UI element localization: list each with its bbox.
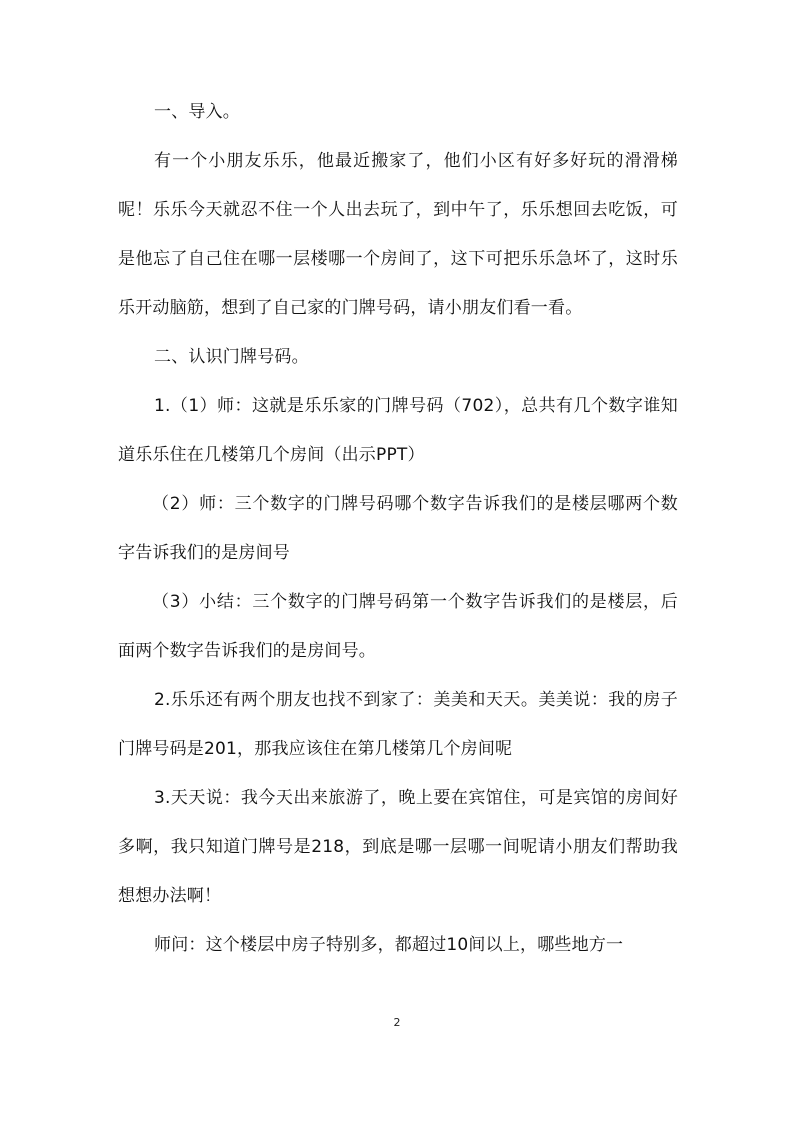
paragraph-item-1-1: 1.（1）师：这就是乐乐家的门牌号码（702），总共有几个数字谁知道乐乐住在几楼第几个房间（出示PPT） (118, 396, 678, 465)
paragraph-item-1-2: （2）师：三个数字的门牌号码哪个数字告诉我们的是楼层哪两个数字告诉我们的是房间号 (118, 494, 678, 563)
page-number: 2 (393, 1016, 401, 1029)
section-heading-intro: 一、导入。 (154, 102, 240, 122)
paragraph-teacher-question: 师问：这个楼层中房子特别多，都超过10间以上，哪些地方一 (154, 935, 624, 955)
paragraph-item-2: 2.乐乐还有两个朋友也找不到家了：美美和天天。美美说：我的房子门牌号码是201，那我应该住在第几楼第几个房间呢 (118, 690, 678, 759)
paragraph-item-1-3: （3）小结：三个数字的门牌号码第一个数字告诉我们的是楼层，后面两个数字告诉我们的是房间号。 (118, 592, 678, 661)
section-heading-door-numbers: 二、认识门牌号码。 (154, 347, 309, 367)
paragraph-story: 有一个小朋友乐乐，他最近搬家了，他们小区有好多好玩的滑滑梯呢！乐乐今天就忍不住一个人出去玩了，到中午了，乐乐想回去吃饭，可是他忘了自己住在哪一层楼哪一个房间了，这下可把乐乐急坏了，这时乐乐开动脑筋，想到了自己家的门牌号码，请小朋友们看一看。 (118, 151, 678, 318)
paragraph-item-3: 3.天天说：我今天出来旅游了，晚上要在宾馆住，可是宾馆的房间好多啊，我只知道门牌号是218，到底是哪一层哪一间呢请小朋友们帮助我想想办法啊！ (118, 788, 678, 906)
document-body (118, 88, 678, 970)
